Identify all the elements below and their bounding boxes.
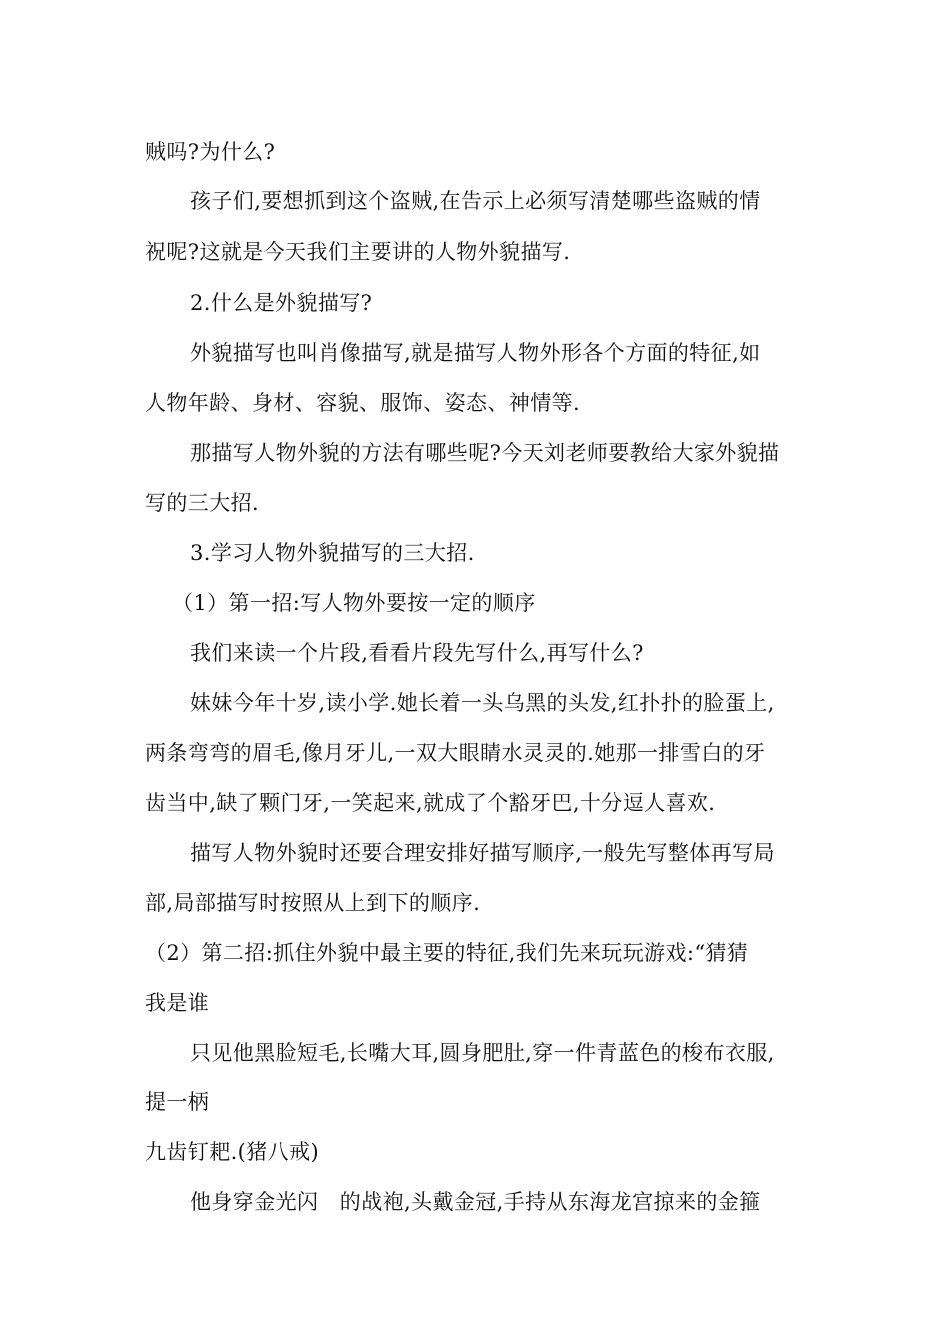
text-line: 我们来读一个片段,看看片段先写什么,再写什么? [190, 641, 644, 665]
text-line: 描写人物外貌时还要合理安排好描写顺序,一般先写整体再写局 [190, 841, 775, 865]
text-line: 人物年龄、身材、容貌、服饰、姿态、神情等. [145, 391, 581, 415]
text-line: 那描写人物外貌的方法有哪些呢?今天刘老师要教给大家外貌描 [190, 441, 780, 465]
text-line: 他身穿金光闪 的战袍,头戴金冠,手持从东海龙宫掠来的金箍 [190, 1190, 761, 1214]
text-line: 两条弯弯的眉毛,像月牙儿,一双大眼睛水灵灵的.她那一排雪白的牙 [145, 741, 766, 765]
text-line: 部,局部描写时按照从上到下的顺序. [145, 891, 481, 915]
text-line: 我是谁 [145, 991, 210, 1015]
text-line: 祝呢?这就是今天我们主要讲的人物外貌描写. [145, 240, 571, 264]
text-line: 孩子们,要想抓到这个盗贼,在告示上必须写清楚哪些盗贼的情 [190, 189, 761, 213]
subsection-heading: （2）第二招:抓住外貌中最主要的特征,我们先来玩玩游戏:“猜猜 [145, 941, 749, 965]
text-line: 只见他黑脸短毛,长嘴大耳,圆身肥肚,穿一件青蓝色的梭布衣服, [190, 1041, 775, 1065]
section-heading: 2.什么是外貌描写? [190, 291, 373, 315]
text-line: 九齿钉耙.(猪八戒) [145, 1140, 320, 1164]
text-line: 贼吗?为什么? [145, 140, 276, 164]
text-line: 妹妹今年十岁,读小学.她长着一头乌黑的头发,红扑扑的脸蛋上, [190, 691, 775, 715]
text-line: 提一柄 [145, 1090, 210, 1114]
section-heading: 3.学习人物外貌描写的三大招. [190, 541, 475, 565]
subsection-heading: （1）第一招:写人物外要按一定的顺序 [172, 591, 536, 615]
text-line: 外貌描写也叫肖像描写,就是描写人物外形各个方面的特征,如 [190, 341, 761, 365]
text-line: 写的三大招. [145, 491, 260, 515]
text-line: 齿当中,缺了颗门牙,一笑起来,就成了个豁牙巴,十分逗人喜欢. [145, 791, 716, 815]
